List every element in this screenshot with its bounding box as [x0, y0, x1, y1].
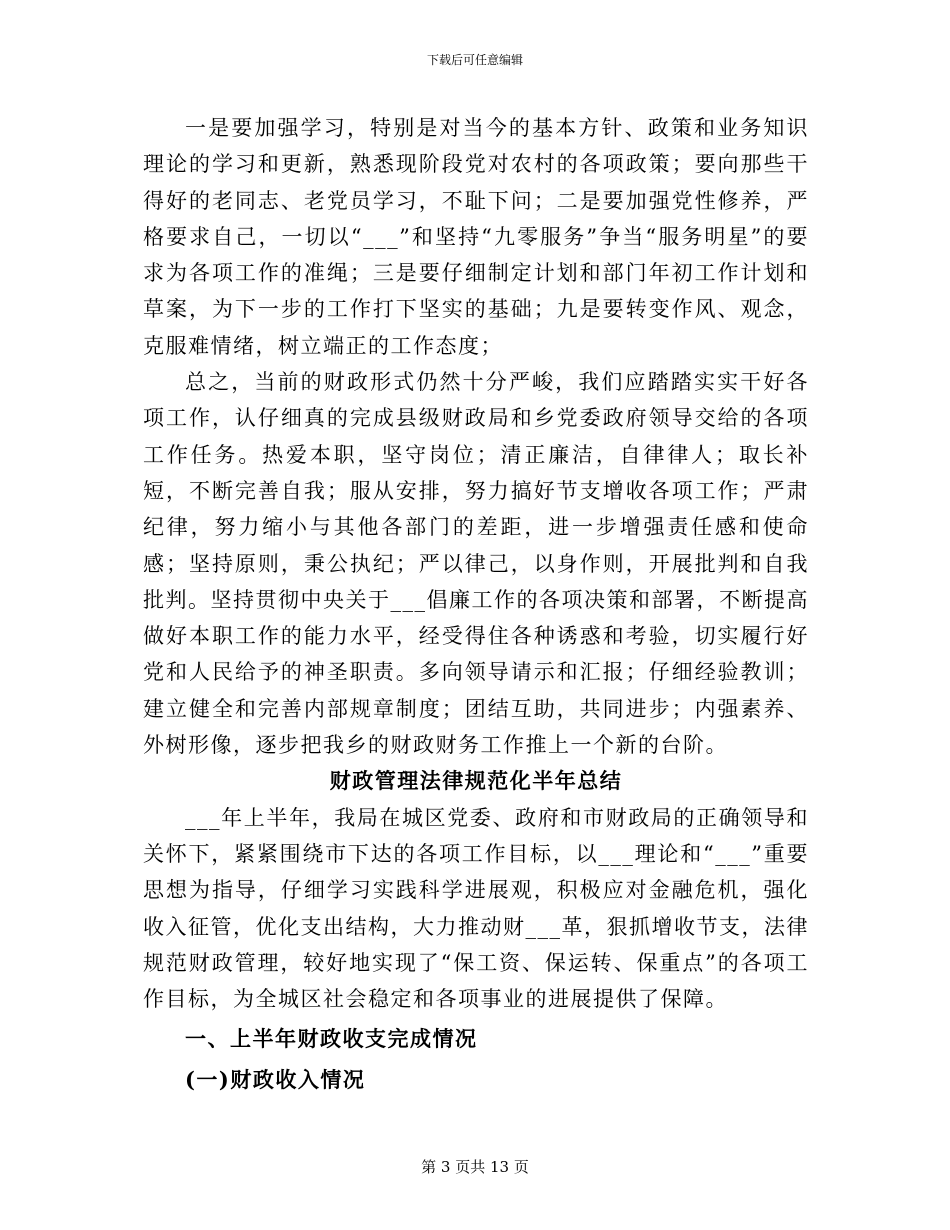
section-title: 财政管理法律规范化半年总结: [329, 768, 623, 794]
heading-1: 一、上半年财政收支完成情况: [185, 1026, 478, 1052]
document-body: [143, 110, 809, 1098]
heading-2: (一)财政收入情况: [185, 1066, 366, 1092]
page-footer: 第 3 页共 13 页: [421, 1158, 529, 1176]
paragraph-2: 总之，当前的财政形式仍然十分严峻，我们应踏踏实实干好各项工作，认仔细真的完成县级财政局和乡党委政府领导交给的各项工作任务。热爱本职，坚守岗位；清正廉洁，自律律人；取长补短，不断完善自我；服从安排，努力搞好节支增收各项工作；严肃纪律，努力缩小与其他各部门的差距，进一步增强责任感和使命感；坚持原则，秉公执纪；严以律己，以身作则，开展批判和自我批判。坚持贯彻中央关于___倡廉工作的各项决策和部署，不断提高做好本职工作的能力水平，经受得住各种诱惑和考验，切实履行好党和人民给予的神圣职责。多向领导请示和汇报；仔细经验教训；建立健全和完善内部规章制度；团结互助，共同进步；内强素养、外树形像，逐步把我乡的财政财务工作推上一个新的台阶。: [143, 370, 809, 758]
page-header: 下载后可任意编辑: [426, 53, 523, 67]
paragraph-1: 一是要加强学习，特别是对当今的基本方针、政策和业务知识理论的学习和更新，熟悉现阶段党对农村的各项政策；要向那些干得好的老同志、老党员学习，不耻下问；二是要加强党性修养，严格要求自己，一切以“___”和坚持“九零服务”争当“服务明星”的要求为各项工作的准绳；三是要仔细制定计划和部门年初工作计划和草案，为下一步的工作打下坚实的基础；九是要转变作风、观念，克服难情绪，树立端正的工作态度；: [143, 116, 809, 358]
paragraph-3: ___年上半年，我局在城区党委、政府和市财政局的正确领导和关怀下，紧紧围绕市下达的各项工作目标，以___理论和“___”重要思想为指导，仔细学习实践科学进展观，积极应对金融危机，强化收入征管，优化支出结构，大力推动财___革，狠抓增收节支，法律规范财政管理，较好地实现了“保工资、保运转、保重点”的各项工作目标，为全城区社会稳定和各项事业的进展提供了保障。: [143, 805, 809, 1012]
